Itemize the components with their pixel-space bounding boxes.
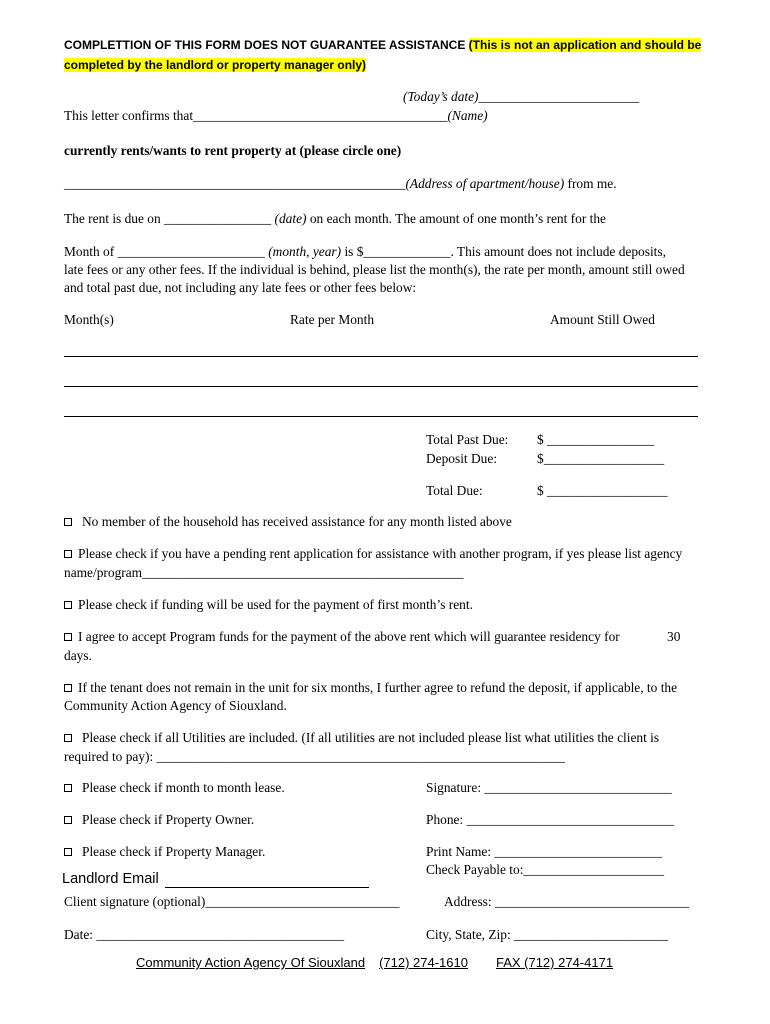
- todays-date-blank[interactable]: ________________________: [478, 89, 640, 104]
- col-months: Month(s): [64, 312, 114, 327]
- month-line: [64, 244, 666, 260]
- name-blank[interactable]: ______________________________________: [193, 108, 448, 123]
- month-label: (month, year): [268, 244, 342, 259]
- check-refund-text: If the tenant does not remain in the unit for six months, I further agree to refund the deposit, if applicable, to the: [78, 680, 678, 695]
- footer-agency: Community Action Agency Of Siouxland: [136, 955, 366, 970]
- total-past-due-blank[interactable]: $ ________________: [537, 432, 655, 447]
- checkbox-property-owner[interactable]: [64, 816, 72, 824]
- check-accept-funds-text: I agree to accept Program funds for the payment of the above rent which will guarantee residency for: [78, 629, 620, 644]
- city-state-zip-field[interactable]: City, State, Zip: _______________________: [426, 927, 669, 942]
- address-blank[interactable]: ___________________________________________________: [64, 176, 406, 191]
- address-suffix: from me.: [564, 176, 617, 191]
- footer: [136, 955, 613, 970]
- table-row-line-3[interactable]: [64, 416, 698, 417]
- todays-date-line[interactable]: [403, 89, 639, 105]
- form-notice-line-2: [64, 58, 366, 72]
- rent-due-line: [64, 211, 606, 227]
- confirms-line: [64, 108, 488, 124]
- check-month-to-month: [64, 780, 285, 796]
- deposit-due-label: Deposit Due:: [426, 451, 498, 466]
- check-payable-field[interactable]: Check Payable to:_____________________: [426, 862, 665, 877]
- residency-days-number: 30: [667, 629, 681, 644]
- checkbox-property-manager[interactable]: [64, 848, 72, 856]
- landlord-email-label: Landlord Email: [62, 871, 159, 887]
- name-label: (Name): [447, 108, 488, 123]
- checkbox-month-to-month[interactable]: [64, 784, 72, 792]
- check-pending-text: Please check if you have a pending rent application for assistance with another program, if yes please list agency: [78, 546, 683, 561]
- check-no-assistance-text: No member of the household has received assistance for any month listed above: [82, 514, 512, 529]
- month-prefix[interactable]: Month of ______________________: [64, 244, 269, 259]
- checkbox-refund-deposit[interactable]: [64, 684, 72, 692]
- address-label: (Address of apartment/house): [405, 176, 565, 191]
- date-field[interactable]: Date: _____________________________________: [64, 927, 345, 942]
- phone-field[interactable]: Phone: _______________________________: [426, 812, 675, 827]
- rent-due-suffix: on each month. The amount of one month’s rent for the: [306, 211, 606, 226]
- check-month-to-month-text: Please check if month to month lease.: [82, 780, 285, 795]
- footer-fax: FAX (712) 274-4171: [495, 955, 614, 970]
- checkbox-accept-funds[interactable]: [64, 633, 72, 641]
- footer-phone: (712) 274-1610: [379, 955, 468, 970]
- check-accept-funds: [64, 629, 620, 645]
- checkbox-no-assistance[interactable]: [64, 518, 72, 526]
- total-due-label: Total Due:: [426, 483, 483, 498]
- check-property-owner: [64, 812, 254, 828]
- check-first-month-text: Please check if funding will be used for the payment of first month’s rent.: [78, 597, 473, 612]
- confirms-prefix: This letter confirms that: [64, 108, 194, 123]
- address-field[interactable]: Address: _____________________________: [444, 894, 690, 909]
- notice-highlight-2: completed by the landlord or property manager only): [64, 58, 367, 72]
- client-signature-field[interactable]: Client signature (optional)_____________________________: [64, 894, 400, 909]
- check-pending-application: [64, 546, 682, 562]
- total-due-blank[interactable]: $ __________________: [537, 483, 668, 498]
- utilities-blank[interactable]: required to pay): _____________________________________________________________: [64, 749, 565, 764]
- col-amount: Amount Still Owed: [550, 312, 655, 327]
- paragraph-line-3: and total past due, not including any late fees or other fees below:: [64, 280, 417, 295]
- check-property-owner-text: Please check if Property Owner.: [82, 812, 255, 827]
- form-notice: [64, 38, 701, 52]
- checkbox-pending-application[interactable]: [64, 550, 72, 558]
- deposit-due-blank[interactable]: $__________________: [537, 451, 665, 466]
- signature-field[interactable]: Signature: ____________________________: [426, 780, 672, 795]
- check-first-month: [64, 597, 473, 613]
- print-name-field[interactable]: Print Name: _________________________: [426, 844, 662, 859]
- agency-program-blank[interactable]: name/program________________________________________________: [64, 565, 464, 580]
- col-rate: Rate per Month: [290, 312, 375, 327]
- total-past-due-label: Total Past Due:: [426, 432, 509, 447]
- notice-highlight-1: (This is not an application and should be: [468, 38, 702, 52]
- check-property-manager-text: Please check if Property Manager.: [82, 844, 266, 859]
- check-utilities-text: Please check if all Utilities are included. (If all utilities are not included please list what utilities the client is: [82, 730, 660, 745]
- notice-text: COMPLETTION OF THIS FORM DOES NOT GUARANTEE ASSISTANCE: [64, 38, 469, 52]
- table-row-line-2[interactable]: [64, 386, 698, 387]
- rent-due-prefix[interactable]: The rent is due on ________________: [64, 211, 275, 226]
- month-suffix[interactable]: is $_____________. This amount does not include deposits,: [341, 244, 666, 259]
- rents-heading: currently rents/wants to rent property at (please circle one): [64, 143, 402, 158]
- paragraph-line-2: late fees or any other fees. If the individual is behind, please list the month(s), the rate per month, amount still owed: [64, 262, 685, 277]
- rent-due-label: (date): [274, 211, 307, 226]
- check-no-assistance: [64, 514, 512, 530]
- check-refund-deposit: [64, 680, 677, 696]
- check-refund-text-2: Community Action Agency of Siouxland.: [64, 698, 287, 713]
- landlord-email-field[interactable]: [165, 887, 369, 888]
- check-utilities: [64, 730, 659, 746]
- checkbox-utilities[interactable]: [64, 734, 72, 742]
- address-line: [64, 176, 617, 192]
- check-property-manager: [64, 844, 265, 860]
- todays-date-label: (Today’s date): [403, 89, 479, 104]
- table-row-line-1[interactable]: [64, 356, 698, 357]
- residency-days-text: days.: [64, 648, 92, 663]
- checkbox-first-month[interactable]: [64, 601, 72, 609]
